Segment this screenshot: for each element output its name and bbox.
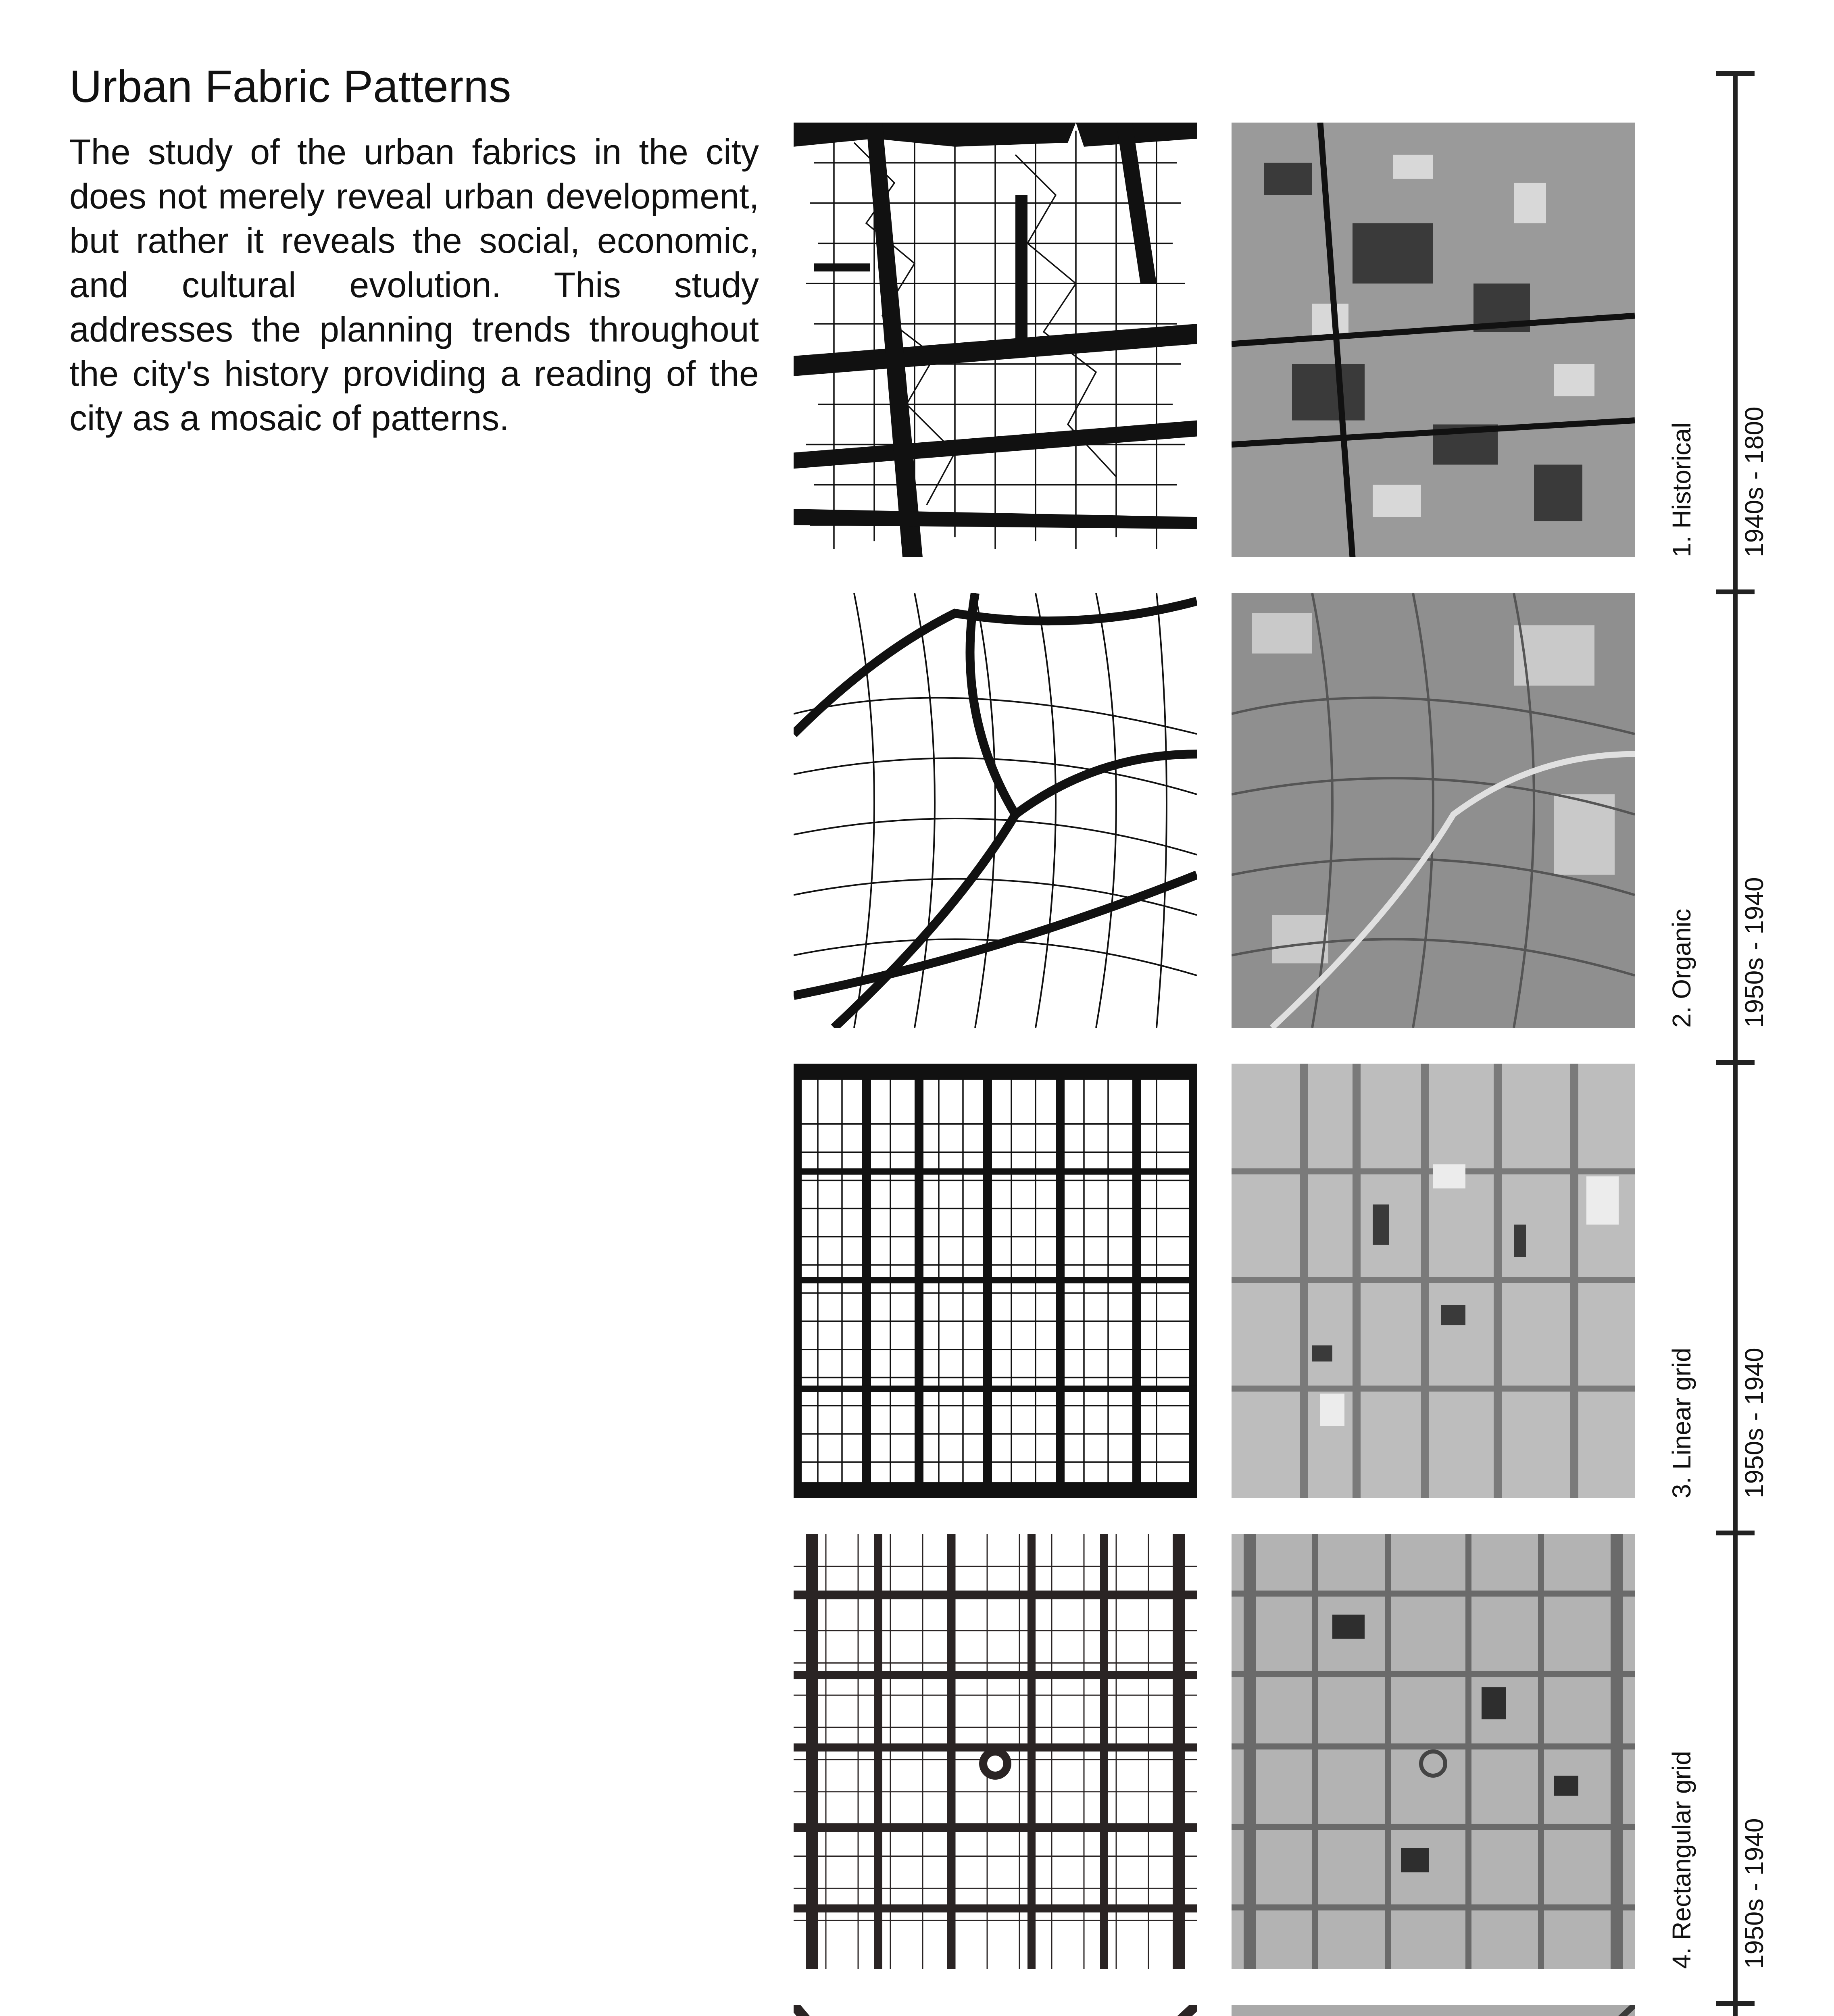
historical-aerial-photo — [1232, 123, 1635, 557]
radial-grid-aerial-photo — [1232, 2005, 1635, 2016]
intro-paragraph: The study of the urban fabrics in the city does not merely reveal urban development, but rather it reveals the social, economic, and cultural evolution. This study addresses the planning trends throughout the city's history providing a reading of the city as a mosaic of patterns. — [69, 132, 759, 438]
organic-fabric-map — [794, 593, 1197, 1028]
timeline-tick — [1716, 1060, 1755, 1065]
timeline-tick — [1716, 1531, 1755, 1535]
pattern-name-organic: 2. Organic — [1667, 908, 1696, 1028]
historical-fabric-map — [794, 123, 1197, 557]
linear-grid-fabric-map — [794, 1064, 1197, 1498]
timeline-tick — [1716, 589, 1755, 594]
rectangular-grid-aerial-photo — [1232, 1534, 1635, 1969]
pattern-period-rectangular-grid: 1950s - 1940 — [1740, 1818, 1769, 1969]
pattern-period-radial-grid — [1734, 2005, 1774, 2016]
page-title: Urban Fabric Patterns — [69, 61, 511, 112]
pattern-name-historical: 1. Historical — [1667, 422, 1696, 557]
pattern-period-organic: 1950s - 1940 — [1740, 877, 1769, 1028]
organic-aerial-photo — [1232, 593, 1635, 1028]
pattern-name-linear-grid: 3. Linear grid — [1667, 1347, 1696, 1498]
pattern-period-historical: 1940s - 1800 — [1740, 406, 1769, 557]
pattern-name-rectangular-grid: 4. Rectangular grid — [1667, 1751, 1696, 1969]
radial-grid-fabric-map — [794, 2005, 1197, 2016]
pattern-period-linear-grid: 1950s - 1940 — [1740, 1347, 1769, 1498]
pattern-name-radial-grid — [1661, 2005, 1702, 2016]
linear-grid-aerial-photo — [1232, 1064, 1635, 1498]
rectangular-grid-fabric-map — [794, 1534, 1197, 1969]
timeline-axis — [1733, 71, 1738, 2016]
timeline-tick — [1716, 71, 1755, 76]
timeline-tick — [1716, 2001, 1755, 2006]
